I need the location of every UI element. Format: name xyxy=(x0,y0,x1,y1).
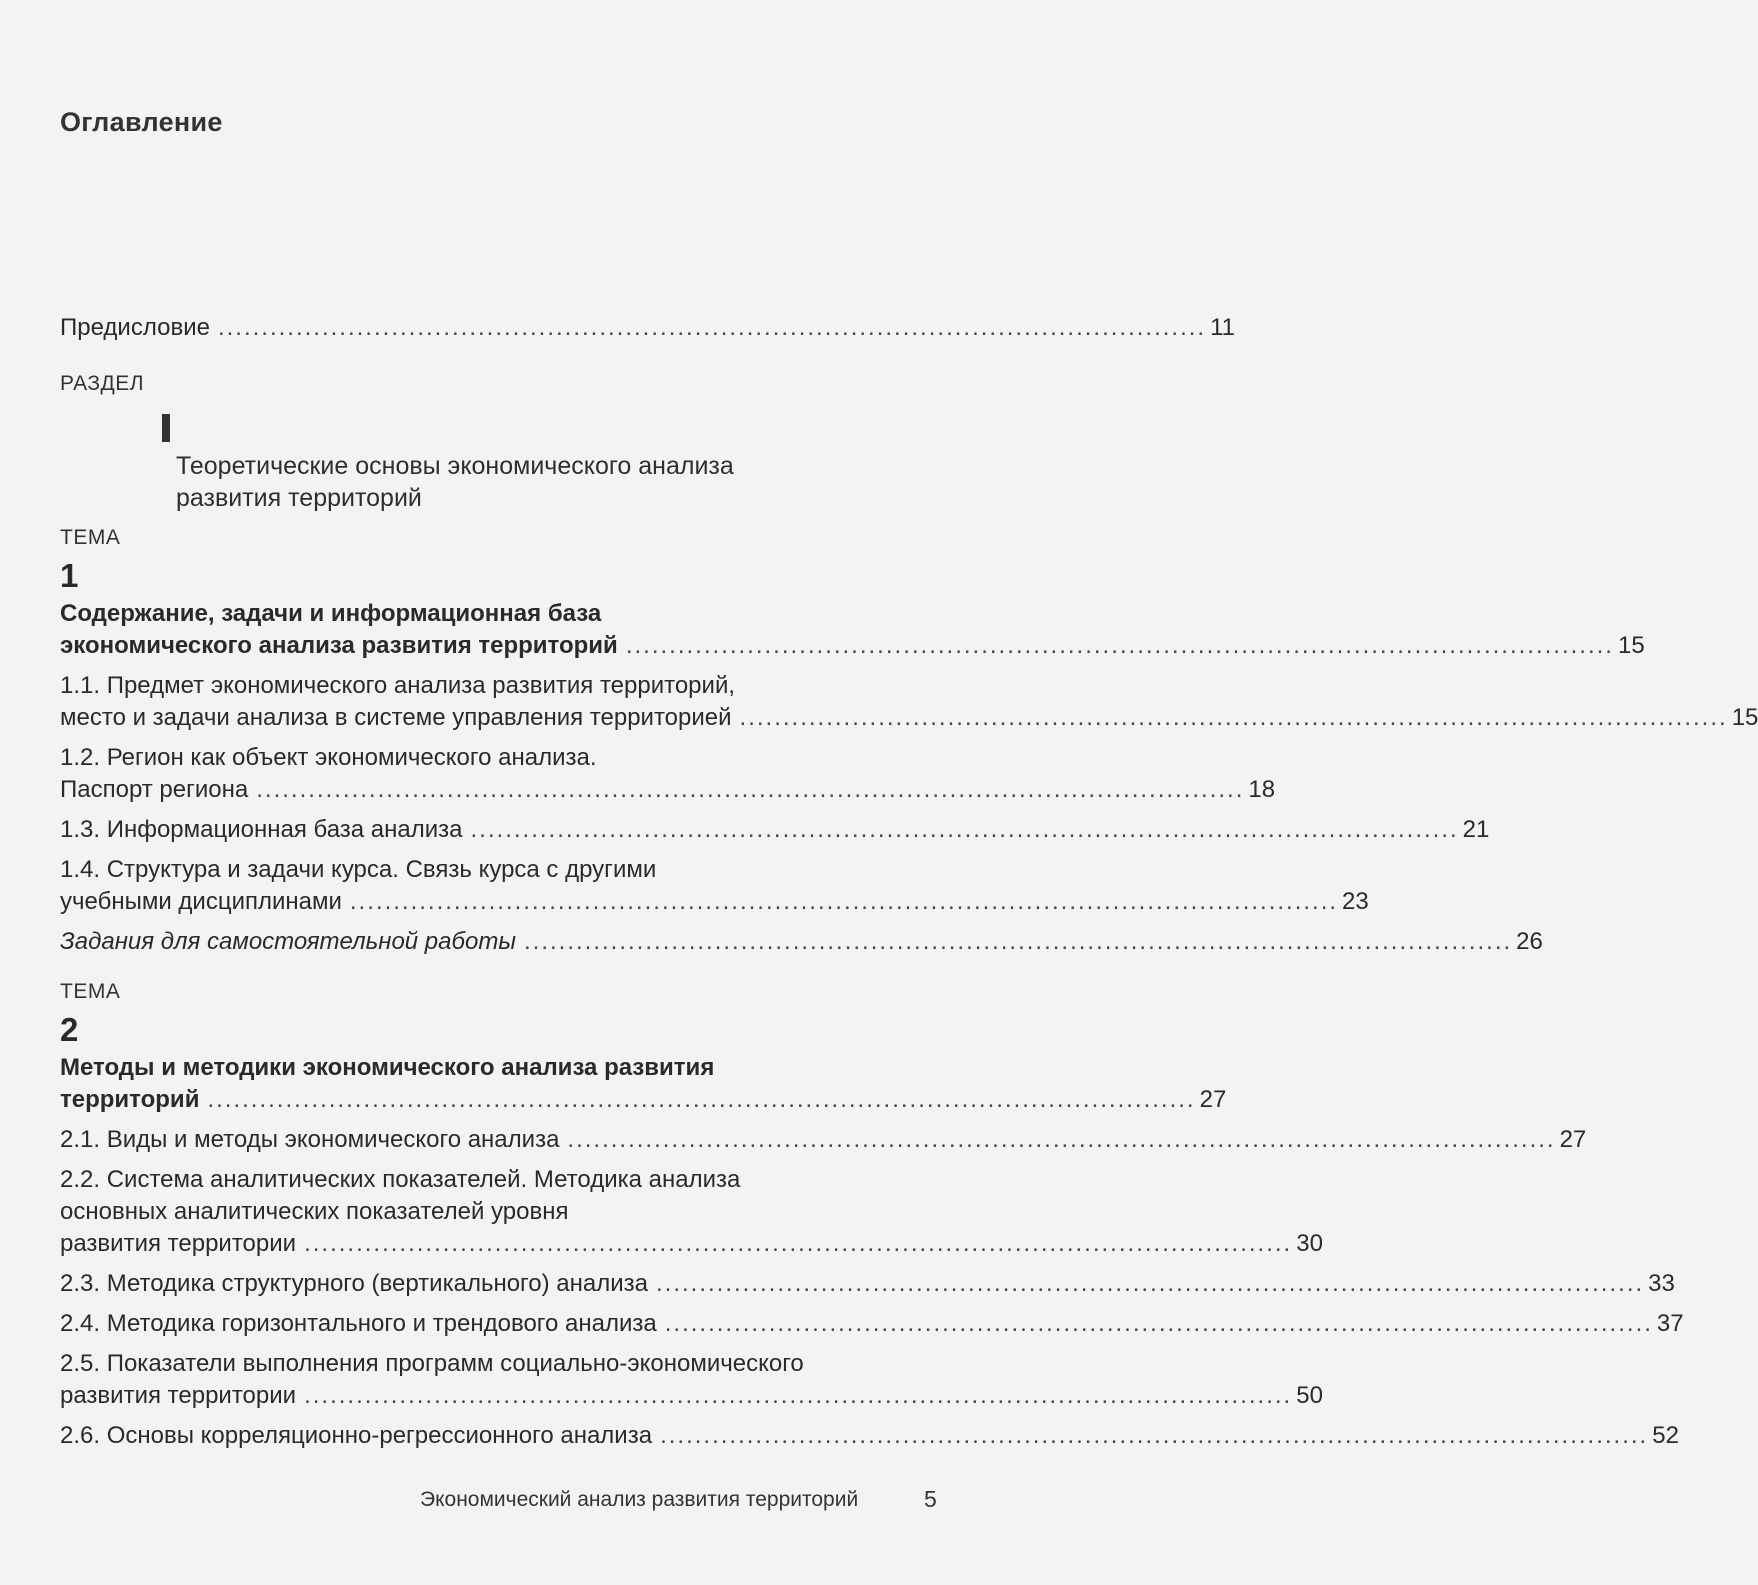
toc-entry-text: 2.6. Основы корреляционно-регрессионного анализа xyxy=(60,1422,653,1449)
leader-dots: .................................................................................................................. xyxy=(739,704,1728,731)
leader-dots: .................................................................................................................. xyxy=(256,776,1245,803)
running-footer-title: Экономический анализ развития территорий xyxy=(420,1488,859,1511)
leader-dots: .................................................................................................................. xyxy=(304,1230,1293,1257)
topic-label: ТЕМА xyxy=(60,980,121,1003)
toc-entry-text: экономического анализа развития территорий xyxy=(60,632,618,659)
toc-entry-topic-2[interactable] xyxy=(60,1084,1227,1116)
toc-entry-text: 2.2. Система аналитических показателей. Методика анализа xyxy=(60,1166,741,1193)
toc-entry-topic-1[interactable] xyxy=(60,630,1645,662)
topic-title-line-1: Методы и методики экономического анализа развития xyxy=(60,1054,715,1081)
toc-entry-text: 2.4. Методика горизонтального и трендового анализа xyxy=(60,1310,657,1337)
toc-entry-page: 18 xyxy=(1248,776,1276,803)
toc-entry-1-4[interactable] xyxy=(60,886,1369,918)
toc-entry-2-2[interactable] xyxy=(60,1228,1323,1260)
leader-dots: .................................................................................................................. xyxy=(664,1310,1653,1337)
toc-entry-text: 2.1. Виды и методы экономического анализа xyxy=(60,1126,560,1153)
toc-entry-text: учебными дисциплинами xyxy=(60,888,342,915)
toc-entry-text: Задания для самостоятельной работы xyxy=(60,928,516,955)
toc-entry-page: 33 xyxy=(1648,1270,1675,1297)
leader-dots: .................................................................................................................. xyxy=(656,1270,1645,1297)
leader-dots: .................................................................................................................. xyxy=(524,928,1513,955)
toc-entry-text: Предисловие xyxy=(60,314,210,341)
toc-entry-page: 27 xyxy=(1559,1126,1587,1153)
topic-label: ТЕМА xyxy=(60,526,121,549)
topic-number: 2 xyxy=(60,1011,79,1048)
toc-entry-2-5[interactable] xyxy=(60,1380,1323,1412)
toc-entry-text: 1.1. Предмет экономического анализа развития территорий, xyxy=(60,672,736,699)
toc-entry-page: 27 xyxy=(1199,1086,1227,1113)
toc-entry-1-2[interactable] xyxy=(60,774,1276,806)
section-title-line-1: Теоретические основы экономического анализа xyxy=(176,452,734,480)
leader-dots: .................................................................................................................. xyxy=(349,888,1339,915)
toc-entry-page: 23 xyxy=(1342,888,1369,915)
toc-entry-text: 2.5. Показатели выполнения программ социально-экономического xyxy=(60,1350,804,1377)
toc-entry-page: 21 xyxy=(1462,816,1490,843)
topic-title-line-1: Содержание, задачи и информационная база xyxy=(60,600,602,627)
toc-entry-text: место и задачи анализа в системе управления территорией xyxy=(60,704,732,731)
toc-entry-2-1[interactable] xyxy=(60,1124,1587,1156)
toc-entry-page: 52 xyxy=(1652,1422,1679,1449)
toc-entry-text: территорий xyxy=(60,1086,200,1113)
toc-entry-1-3[interactable] xyxy=(60,814,1490,846)
leader-dots: .................................................................................................................. xyxy=(470,816,1459,843)
toc-entry-text: развития территории xyxy=(60,1382,297,1409)
leader-dots: .................................................................................................................. xyxy=(304,1382,1293,1409)
section-number-numeral xyxy=(162,414,170,442)
toc-entry-preface[interactable] xyxy=(60,312,1236,344)
section-label: РАЗДЕЛ xyxy=(60,372,145,395)
toc-entry-page: 26 xyxy=(1516,928,1543,955)
leader-dots: .................................................................................................................. xyxy=(625,632,1614,659)
toc-entry-2-3[interactable] xyxy=(60,1268,1675,1300)
topic-number: 1 xyxy=(60,557,79,594)
toc-entry-text: 2.3. Методика структурного (вертикального) анализа xyxy=(60,1270,648,1297)
leader-dots: .................................................................................................................. xyxy=(217,314,1207,341)
toc-entry-text: 1.3. Информационная база анализа xyxy=(60,816,463,843)
toc-entry-page: 50 xyxy=(1296,1382,1323,1409)
toc-entry-text: Паспорт региона xyxy=(60,776,249,803)
page-title: Оглавление xyxy=(60,107,223,137)
toc-entry-text: 1.4. Структура и задачи курса. Связь курса с другими xyxy=(60,856,657,883)
toc-entry-page: 11 xyxy=(1210,314,1236,341)
leader-dots: .................................................................................................................. xyxy=(660,1422,1649,1449)
toc-entry-text: развития территории xyxy=(60,1230,297,1257)
toc-entry-2-6[interactable] xyxy=(60,1420,1679,1452)
page-number: 5 xyxy=(924,1486,937,1512)
toc-entry-1-1[interactable] xyxy=(60,702,1758,734)
section-title-line-2: развития территорий xyxy=(176,484,422,512)
toc-entry-text: основных аналитических показателей уровня xyxy=(60,1198,569,1225)
toc-entry-page: 15 xyxy=(1731,704,1758,731)
toc-entry-page: 15 xyxy=(1617,632,1645,659)
toc-entry-page: 30 xyxy=(1296,1230,1323,1257)
toc-entry-page: 37 xyxy=(1656,1310,1684,1337)
toc-entry-text: 1.2. Регион как объект экономического анализа. xyxy=(60,744,597,771)
leader-dots: .................................................................................................................. xyxy=(207,1086,1196,1113)
leader-dots: .................................................................................................................. xyxy=(567,1126,1556,1153)
toc-entry-2-4[interactable] xyxy=(60,1308,1684,1340)
toc-entry-tasks[interactable] xyxy=(60,926,1543,958)
